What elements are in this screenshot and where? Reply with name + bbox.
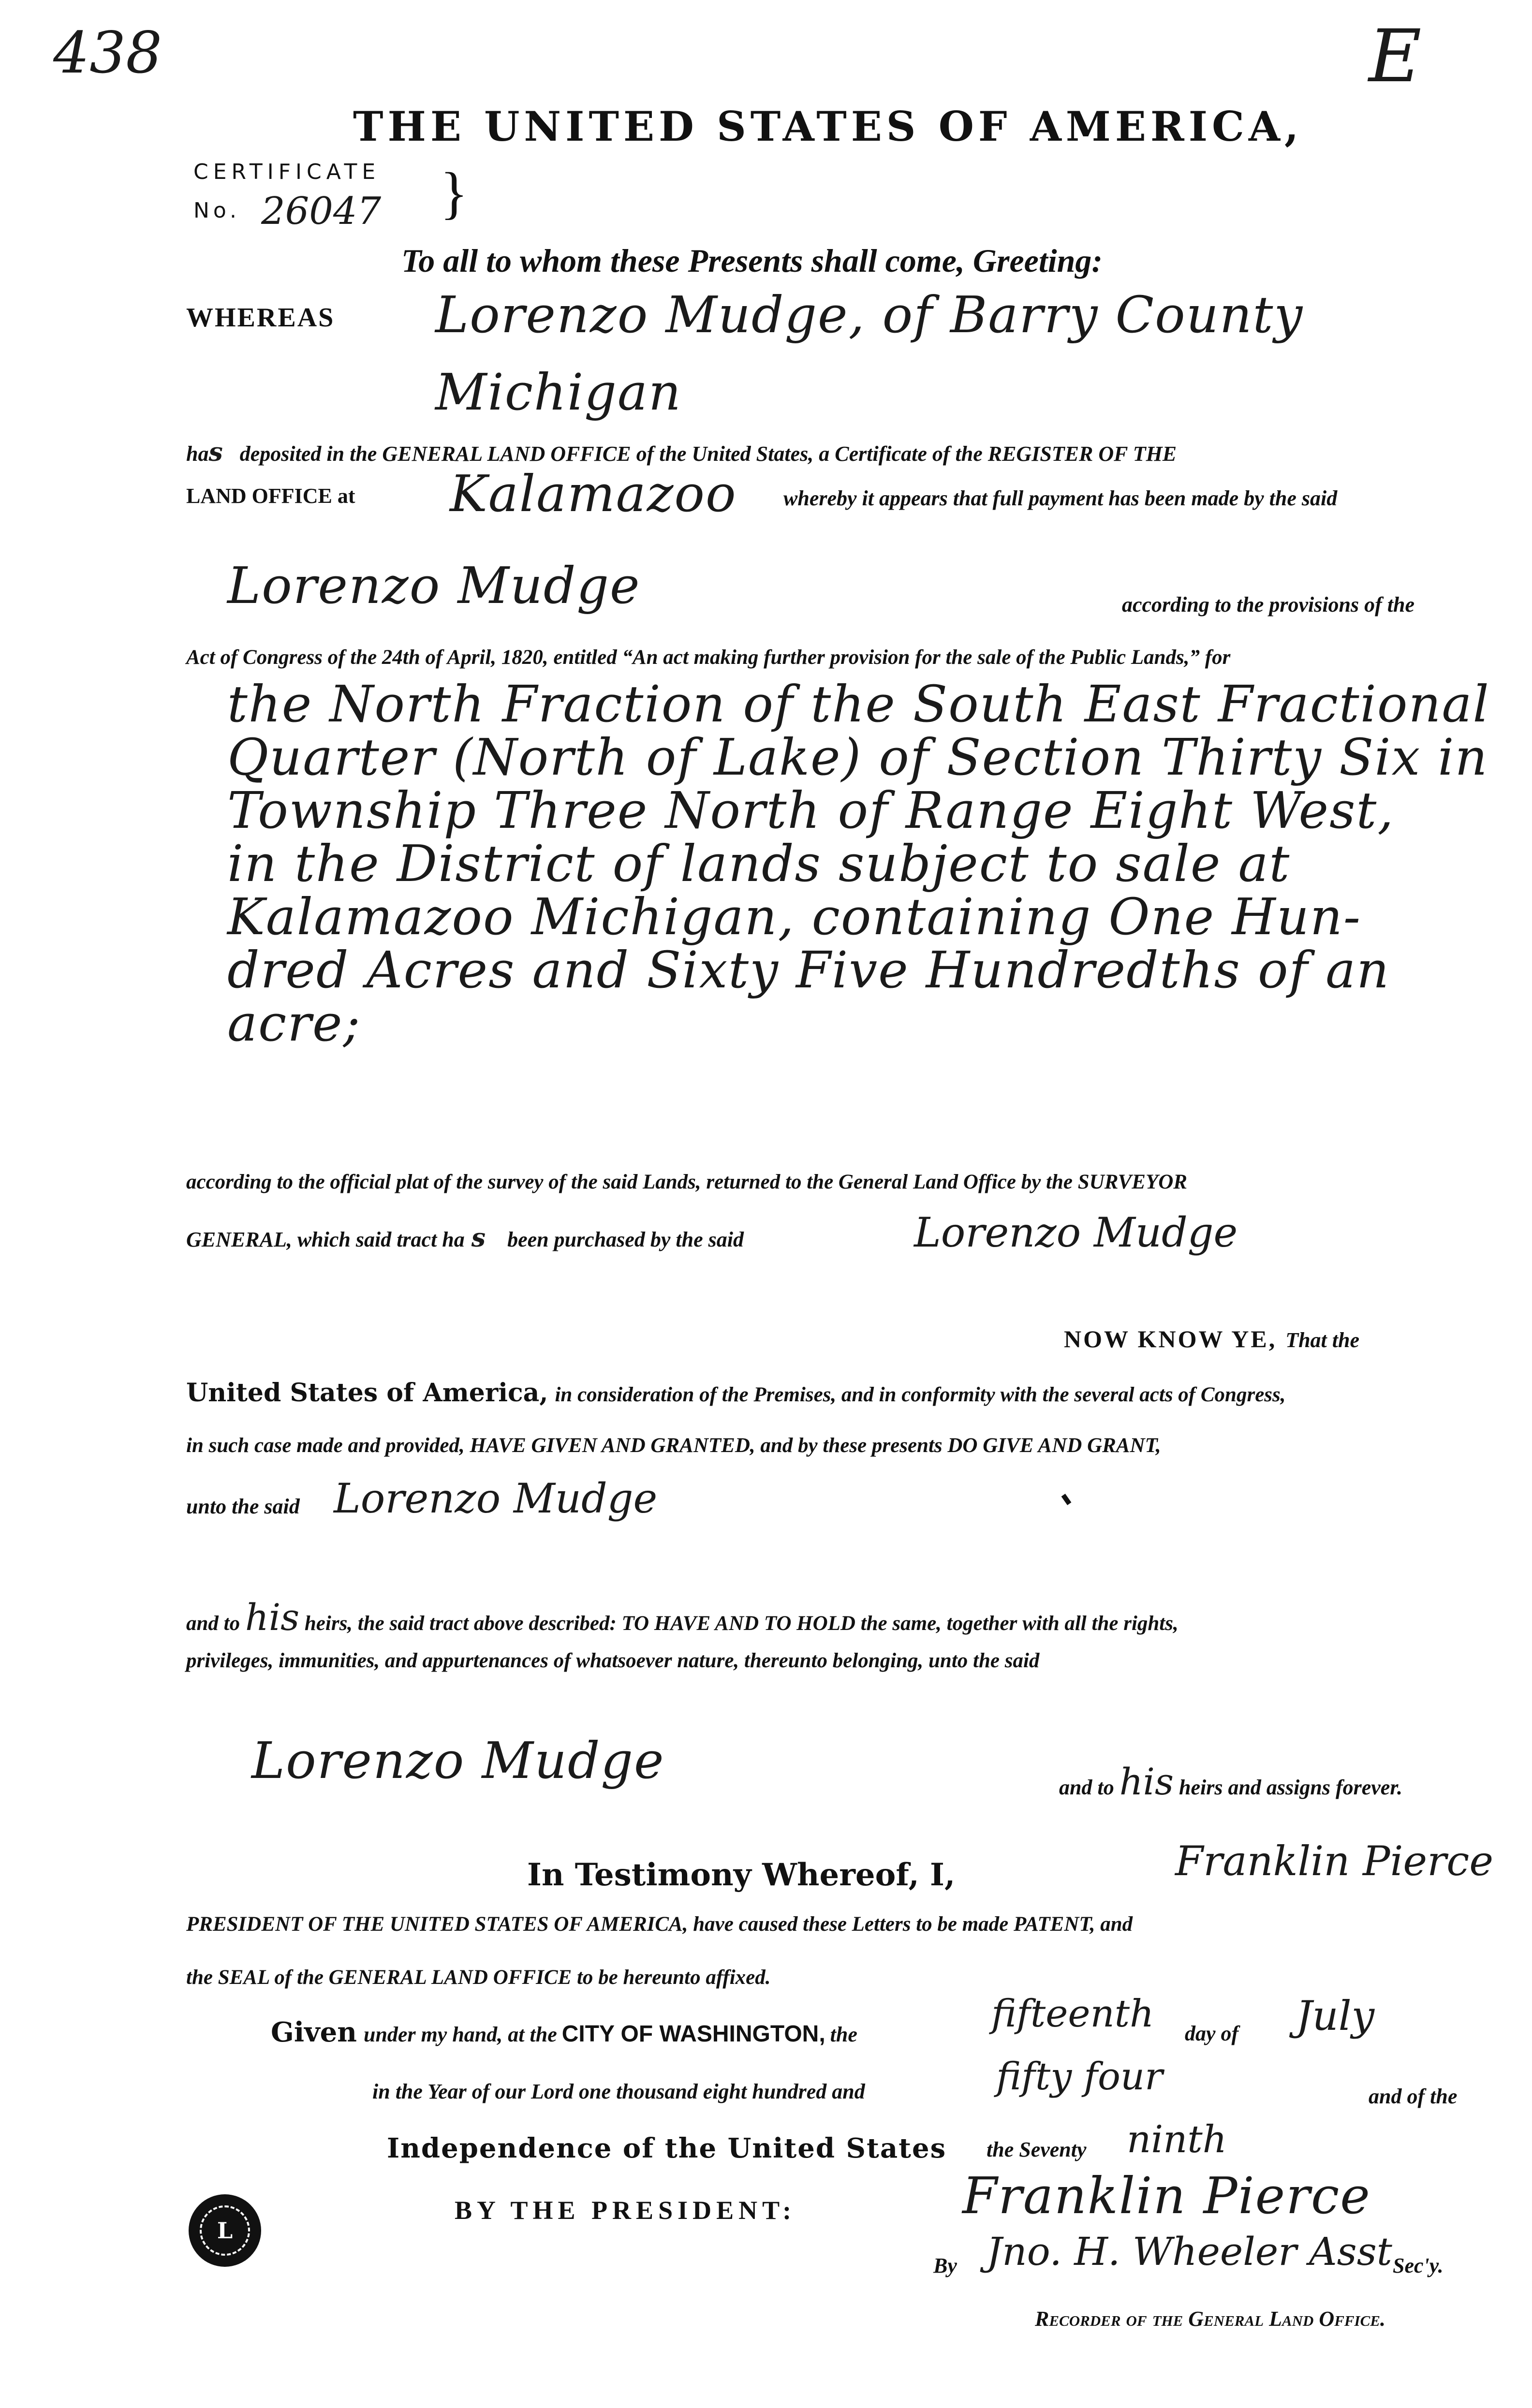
- tract-line: dred Acres and Sixty Five Hundredths of an: [227, 940, 1390, 999]
- certificate-number: 26047: [261, 190, 382, 233]
- given-year: fifty four: [996, 2055, 1163, 2099]
- heirs-end-pronoun: his: [1119, 1760, 1174, 1803]
- deposit-ha: ha: [186, 442, 209, 466]
- granting-line2: in such case made and provided, HAVE GIVEN AND GRANTED, and by these presents DO GIVE AND GRANT,: [186, 1434, 1161, 1457]
- now-know-ye-rest: That the: [1285, 1328, 1359, 1352]
- given-gothic: Given: [271, 2016, 357, 2048]
- land-office-name: Kalamazoo: [450, 464, 737, 523]
- document-title: THE UNITED STATES OF AMERICA,: [353, 103, 1303, 150]
- given-day: fifteenth: [991, 1992, 1154, 2036]
- by-the-president-label: BY THE PRESIDENT:: [455, 2196, 796, 2225]
- president-signature: Franklin Pierce: [962, 2166, 1371, 2225]
- given-line2-b: and of the: [1369, 2085, 1458, 2108]
- heirs-grantee: Lorenzo Mudge: [251, 1731, 665, 1790]
- heirs-line1-rest: heirs, the said tract above described: TO HAVE AND TO HOLD the same, together with all the rights,: [304, 1612, 1178, 1635]
- plat-line2-s: s: [471, 1223, 486, 1253]
- testimony-gothic: In Testimony Whereof, I,: [527, 1857, 956, 1893]
- testimony-line2: PRESIDENT OF THE UNITED STATES OF AMERICA, have caused these Letters to be made PATENT, and: [186, 1913, 1133, 1936]
- now-know-ye-line: [1064, 1325, 1359, 1353]
- given-line3-a: the Seventy: [987, 2138, 1087, 2161]
- whereas-label: WHEREAS: [186, 303, 335, 333]
- secretary-suffix: Sec'y.: [1393, 2254, 1444, 2277]
- deposit-line1: [186, 438, 1177, 467]
- deposit-line1-rest: deposited in the GENERAL LAND OFFICE of the United States, a Certificate of the REGISTER OF THE: [239, 442, 1177, 466]
- heirs-end-line: [1059, 1760, 1402, 1803]
- document-number: 438: [53, 19, 162, 86]
- tract-line: acre;: [227, 994, 361, 1053]
- whereas-grantee: Lorenzo Mudge, of Barry County: [435, 285, 1304, 344]
- plat-line2-a: GENERAL, which said tract ha: [186, 1228, 465, 1251]
- payer-name: Lorenzo Mudge: [227, 556, 641, 615]
- given-month: July: [1296, 1992, 1375, 2040]
- heirs-end-prefix: and to: [1059, 1776, 1114, 1799]
- document-letter: E: [1369, 15, 1422, 99]
- certificate-brace: }: [440, 161, 468, 225]
- granting-line1: [186, 1378, 1286, 1408]
- given-day-of: day of: [1185, 2022, 1239, 2045]
- tract-line: Quarter (North of Lake) of Section Thirty Six in: [227, 728, 1488, 787]
- testimony-line3: the SEAL of the GENERAL LAND OFFICE to be hereunto affixed.: [186, 1966, 771, 1989]
- given-city: CITY OF WASHINGTON,: [561, 2021, 825, 2047]
- granting-line1-rest: in consideration of the Premises, and in conformity with the several acts of Congress,: [555, 1383, 1286, 1406]
- heirs-pronoun: his: [245, 1596, 300, 1639]
- given-line1: [271, 2016, 857, 2048]
- heirs-prefix: and to: [186, 1612, 240, 1635]
- heirs-end-rest: heirs and assigns forever.: [1178, 1776, 1403, 1799]
- given-line1-a: under my hand, at the: [363, 2023, 557, 2046]
- certificate-no-label: No.: [193, 198, 241, 223]
- general-land-office-seal: [189, 2194, 261, 2267]
- now-know-ye: NOW KNOW YE,: [1064, 1325, 1277, 1352]
- granting-grantee: Lorenzo Mudge: [334, 1475, 658, 1522]
- plat-line2-b: been purchased by the said: [507, 1228, 744, 1251]
- greeting: To all to whom these Presents shall come, Greeting:: [401, 242, 1103, 279]
- recorder-label: Recorder of the General Land Office.: [1035, 2307, 1385, 2331]
- tract-line: Township Three North of Range Eight West,: [227, 781, 1395, 840]
- certificate-label: CERTIFICATE: [193, 160, 381, 184]
- secretary-signature: Jno. H. Wheeler Asst: [987, 2229, 1392, 2274]
- united-states-gothic: United States of America,: [186, 1378, 548, 1408]
- deposit-ha-suffix: s: [208, 438, 223, 467]
- independence-gothic: Independence of the United States: [387, 2132, 947, 2164]
- payer-rest: according to the provisions of the: [1122, 593, 1415, 617]
- given-ordinal: ninth: [1127, 2118, 1227, 2161]
- deposit-line2-rest: whereby it appears that full payment has been made by the said: [783, 486, 1338, 510]
- purchaser-name: Lorenzo Mudge: [914, 1209, 1238, 1256]
- whereas-state: Michigan: [435, 363, 682, 422]
- act-of-congress-line: Act of Congress of the 24th of April, 1820, entitled “An act making further provision for the sale of the Public Lands,” for: [186, 646, 1231, 669]
- given-line1-b: the: [830, 2023, 857, 2046]
- plat-line1: according to the official plat of the survey of the said Lands, returned to the General Land Office by the SURVEYOR: [186, 1171, 1187, 1193]
- heirs-line1: [186, 1596, 1178, 1639]
- by-label: By: [933, 2254, 957, 2277]
- given-line2-a: in the Year of our Lord one thousand eight hundred and: [372, 2080, 865, 2103]
- heirs-line2: privileges, immunities, and appurtenances of whatsoever nature, thereunto belonging, unto the said: [186, 1649, 1040, 1672]
- granting-unto-label: unto the said: [186, 1495, 300, 1518]
- tract-line: the North Fraction of the South East Fractional: [227, 675, 1490, 734]
- ink-mark: [1061, 1494, 1072, 1505]
- testimony-president-signature: Franklin Pierce: [1175, 1837, 1494, 1885]
- land-office-label: LAND OFFICE at: [186, 484, 355, 508]
- plat-line2: [186, 1223, 744, 1253]
- tract-line: in the District of lands subject to sale at: [227, 834, 1291, 893]
- seal-glyph: L: [200, 2205, 250, 2256]
- tract-line: Kalamazoo Michigan, containing One Hun-: [227, 887, 1361, 946]
